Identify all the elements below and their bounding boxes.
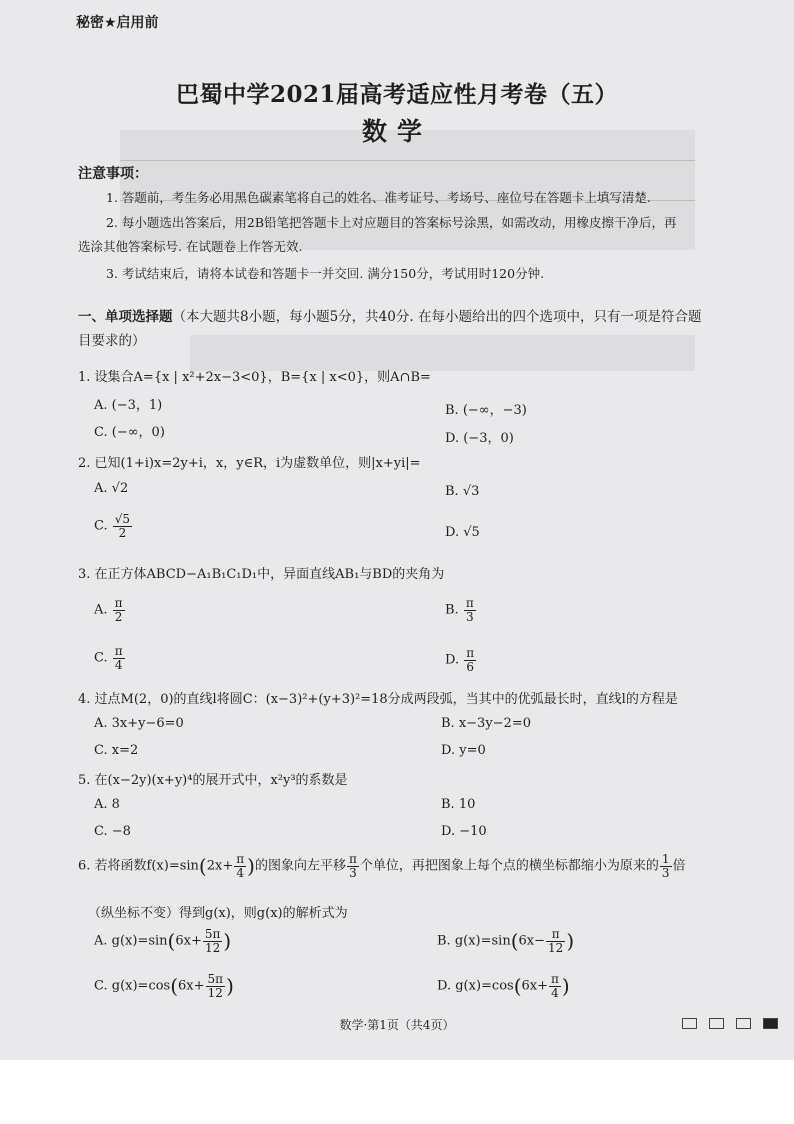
fraction-denominator: 4 bbox=[551, 985, 559, 1000]
question-3-option-c: C. $\frac{\pi}{4}$ bbox=[94, 644, 123, 672]
question-1-option-d: D. (−3，0) bbox=[445, 431, 514, 446]
question-6-option-c bbox=[94, 973, 234, 999]
stem-text: 个单位，再把图象上每个点的横坐标都缩小为原来的 bbox=[359, 858, 659, 874]
fraction bbox=[549, 973, 561, 999]
question-2-option-b: B. √3 bbox=[445, 484, 480, 499]
fraction-denominator: 12 bbox=[548, 940, 564, 955]
section-description: （本大题共8小题，每小题5分，共40分. 在每小题给出的四个选项中，只有一项是符合题 bbox=[172, 309, 702, 325]
fraction-denominator: 12 bbox=[207, 985, 223, 1000]
fraction-numerator: 1 bbox=[661, 852, 670, 866]
fraction-denominator: 2 bbox=[118, 525, 127, 540]
page-box bbox=[736, 1018, 751, 1029]
stem-text: 的图象向左平移 bbox=[254, 858, 346, 874]
question-5-option-a: A. 8 bbox=[94, 797, 120, 812]
question-1-stem: 1. 设集合A={x | x²+2x−3<0}，B={x | x<0}，则A∩B= bbox=[78, 370, 431, 385]
question-1-option-a: A. (−3，1) bbox=[94, 398, 163, 413]
fraction-denominator: 4 bbox=[236, 865, 244, 880]
paren: ( bbox=[170, 974, 179, 999]
stem-text: 倍 bbox=[672, 858, 686, 874]
notice-item-2: 2. 每小题选出答案后，用2B铅笔把答题卡上对应题目的答案标号涂黑，如需改动，用橡皮擦干净后，再 bbox=[106, 215, 677, 230]
stem-text: 2x+ bbox=[206, 858, 234, 874]
fraction-denominator: 3 bbox=[465, 609, 474, 624]
paren: ( bbox=[167, 929, 176, 954]
subject-title: 数学 bbox=[361, 117, 432, 146]
option-inner: 6x− bbox=[518, 933, 546, 949]
stem-text: 6. 若将函数f(x)=sin bbox=[78, 858, 199, 874]
fraction bbox=[113, 597, 125, 623]
fraction-numerator: π bbox=[114, 596, 123, 610]
option-value: √2 bbox=[111, 481, 129, 496]
section-description-cont: 目要求的） bbox=[78, 333, 146, 349]
fraction bbox=[546, 928, 565, 954]
question-6-option-a bbox=[94, 928, 231, 954]
notice-item-1: 1. 答题前，考生务必用黑色碳素笔将自己的姓名、准考证号、考场号、座位号在答题卡上填写清楚. bbox=[106, 190, 651, 205]
option-prefix: D. g(x)=cos bbox=[437, 978, 514, 994]
section-heading bbox=[78, 305, 701, 325]
fraction-denominator: 3 bbox=[661, 865, 670, 880]
fraction-numerator: 5π bbox=[207, 972, 224, 986]
paren: ) bbox=[247, 854, 255, 879]
fraction-numerator: π bbox=[114, 644, 123, 658]
question-6-option-b bbox=[437, 928, 574, 954]
question-4-option-d: D. y=0 bbox=[441, 743, 486, 758]
fraction-denominator: 12 bbox=[204, 940, 221, 955]
question-1-option-b: B. (−∞，−3) bbox=[445, 403, 527, 418]
question-3-option-a: A. $\frac{\pi}{2}$ bbox=[94, 596, 123, 624]
fraction-numerator: π bbox=[546, 928, 565, 942]
question-1-option-c: C. (−∞，0) bbox=[94, 425, 165, 440]
paren: ) bbox=[566, 929, 575, 954]
question-5-stem: 5. 在(x−2y)(x+y)⁴的展开式中，x²y³的系数是 bbox=[78, 773, 348, 788]
fraction bbox=[203, 928, 223, 954]
bleed-through-line bbox=[120, 160, 695, 161]
question-3-stem: 3. 在正方体ABCD−A₁B₁C₁D₁中，异面直线AB₁与BD的夹角为 bbox=[78, 567, 445, 582]
option-inner: 6x+ bbox=[521, 978, 549, 994]
fraction-denominator: 3 bbox=[349, 865, 357, 880]
confidential-mark: 秘密★启用前 bbox=[76, 15, 159, 31]
question-2-option-a: A. √2 bbox=[94, 481, 129, 496]
question-6-stem-cont: （纵坐标不变）得到g(x)，则g(x)的解析式为 bbox=[88, 906, 348, 921]
fraction bbox=[347, 853, 359, 879]
fraction bbox=[113, 645, 125, 671]
page-footer: 数学·第1页（共4页） bbox=[339, 1018, 455, 1032]
option-inner: 6x+ bbox=[178, 978, 205, 994]
question-2-option-c: C. $\frac{√5}{2}$ bbox=[94, 512, 131, 540]
paren: ) bbox=[226, 974, 234, 999]
fraction-numerator: π bbox=[466, 646, 475, 660]
option-prefix: A. g(x)=sin bbox=[94, 933, 168, 949]
fraction-numerator: π bbox=[465, 596, 474, 610]
question-6-stem bbox=[78, 853, 686, 879]
question-2-option-d: D. √5 bbox=[445, 525, 480, 540]
question-5-option-b: B. 10 bbox=[441, 797, 476, 812]
question-6-option-d bbox=[437, 973, 570, 999]
notice-item-2-cont: 选涂其他答案标号. 在试题卷上作答无效. bbox=[78, 239, 303, 254]
paren: ) bbox=[223, 929, 232, 954]
question-4-option-a: A. 3x+y−6=0 bbox=[94, 716, 184, 731]
paren: ) bbox=[561, 974, 570, 999]
option-prefix: B. g(x)=sin bbox=[437, 933, 511, 949]
fraction-denominator: 6 bbox=[466, 659, 474, 674]
fraction bbox=[464, 647, 476, 673]
fraction-numerator: π bbox=[348, 852, 357, 866]
fraction-numerator: π bbox=[551, 972, 559, 986]
question-3-option-d: D. $\frac{\pi}{6}$ bbox=[445, 646, 475, 674]
question-3-option-b: B. $\frac{\pi}{3}$ bbox=[445, 596, 474, 624]
paren: ( bbox=[513, 974, 522, 999]
fraction bbox=[464, 597, 476, 623]
fraction-denominator: 2 bbox=[114, 609, 123, 624]
question-5-option-d: D. −10 bbox=[441, 824, 487, 839]
section-label: 一、单项选择题 bbox=[78, 309, 173, 325]
page-box bbox=[709, 1018, 724, 1029]
page-box-current bbox=[763, 1018, 778, 1029]
option-prefix: C. g(x)=cos bbox=[94, 978, 171, 994]
fraction bbox=[234, 853, 246, 879]
fraction bbox=[660, 853, 672, 879]
fraction bbox=[206, 973, 226, 999]
fraction-numerator: 5π bbox=[204, 927, 221, 941]
option-value: √3 bbox=[462, 484, 480, 499]
fraction bbox=[113, 513, 132, 539]
question-4-option-b: B. x−3y−2=0 bbox=[441, 716, 531, 731]
notice-item-3: 3. 考试结束后，请将本试卷和答题卡一并交回. 满分150分，考试用时120分钟. bbox=[106, 266, 545, 281]
option-value: √5 bbox=[463, 525, 480, 540]
question-2-stem: 2. 已知(1+i)x=2y+i，x，y∈R，i为虚数单位，则|x+yi|= bbox=[78, 456, 421, 471]
exam-title: 巴蜀中学2021届高考适应性月考卷（五） bbox=[175, 81, 618, 108]
fraction-denominator: 4 bbox=[114, 657, 123, 672]
question-5-option-c: C. −8 bbox=[94, 824, 131, 839]
paren: ( bbox=[510, 929, 519, 954]
fraction-numerator: π bbox=[236, 852, 245, 866]
question-4-stem: 4. 过点M(2，0)的直线l将圆C：(x−3)²+(y+3)²=18分成两段弧，当其中的优弧最长时，直线l的方程是 bbox=[78, 692, 678, 707]
page-indicator bbox=[682, 1014, 790, 1033]
paren: ( bbox=[198, 854, 207, 879]
question-4-option-c: C. x=2 bbox=[94, 743, 139, 758]
fraction-numerator: √5 bbox=[114, 512, 131, 526]
page-box bbox=[682, 1018, 697, 1029]
notice-heading: 注意事项： bbox=[78, 166, 148, 182]
option-inner: 6x+ bbox=[175, 933, 202, 949]
